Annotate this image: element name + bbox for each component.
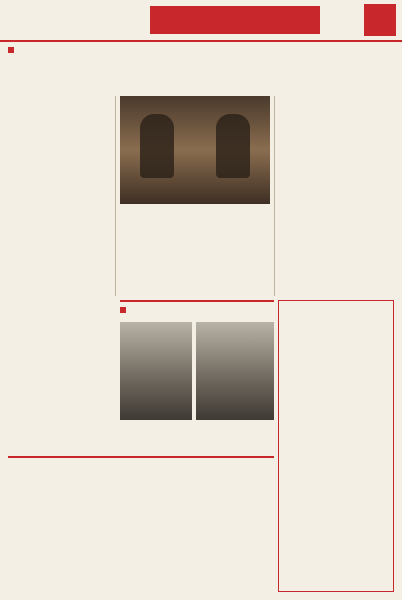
lead-photo-caption-block [120, 206, 270, 224]
right-column-article [278, 300, 394, 592]
feature-article [8, 300, 112, 450]
photo-caption-right-block [196, 422, 274, 450]
section-banner [150, 6, 320, 34]
lead-heading [8, 44, 394, 90]
archive-photo-left [120, 322, 192, 420]
page-number [364, 4, 396, 36]
column-divider [115, 96, 116, 296]
photo-story-heading [120, 304, 274, 320]
column-divider [274, 96, 275, 296]
photo-caption-left-block [120, 422, 192, 450]
photo-story-label [120, 304, 274, 316]
bottom-article [8, 462, 274, 594]
photo-story-rule [120, 300, 274, 302]
lead-column-3 [278, 96, 394, 296]
page-header [0, 0, 402, 42]
ancestor-portrait [120, 96, 270, 204]
lead-column-1 [8, 96, 112, 296]
lead-column-2 [120, 226, 270, 296]
lead-label [8, 44, 394, 56]
bottom-rule [8, 456, 274, 458]
archive-photo-right [196, 322, 274, 420]
